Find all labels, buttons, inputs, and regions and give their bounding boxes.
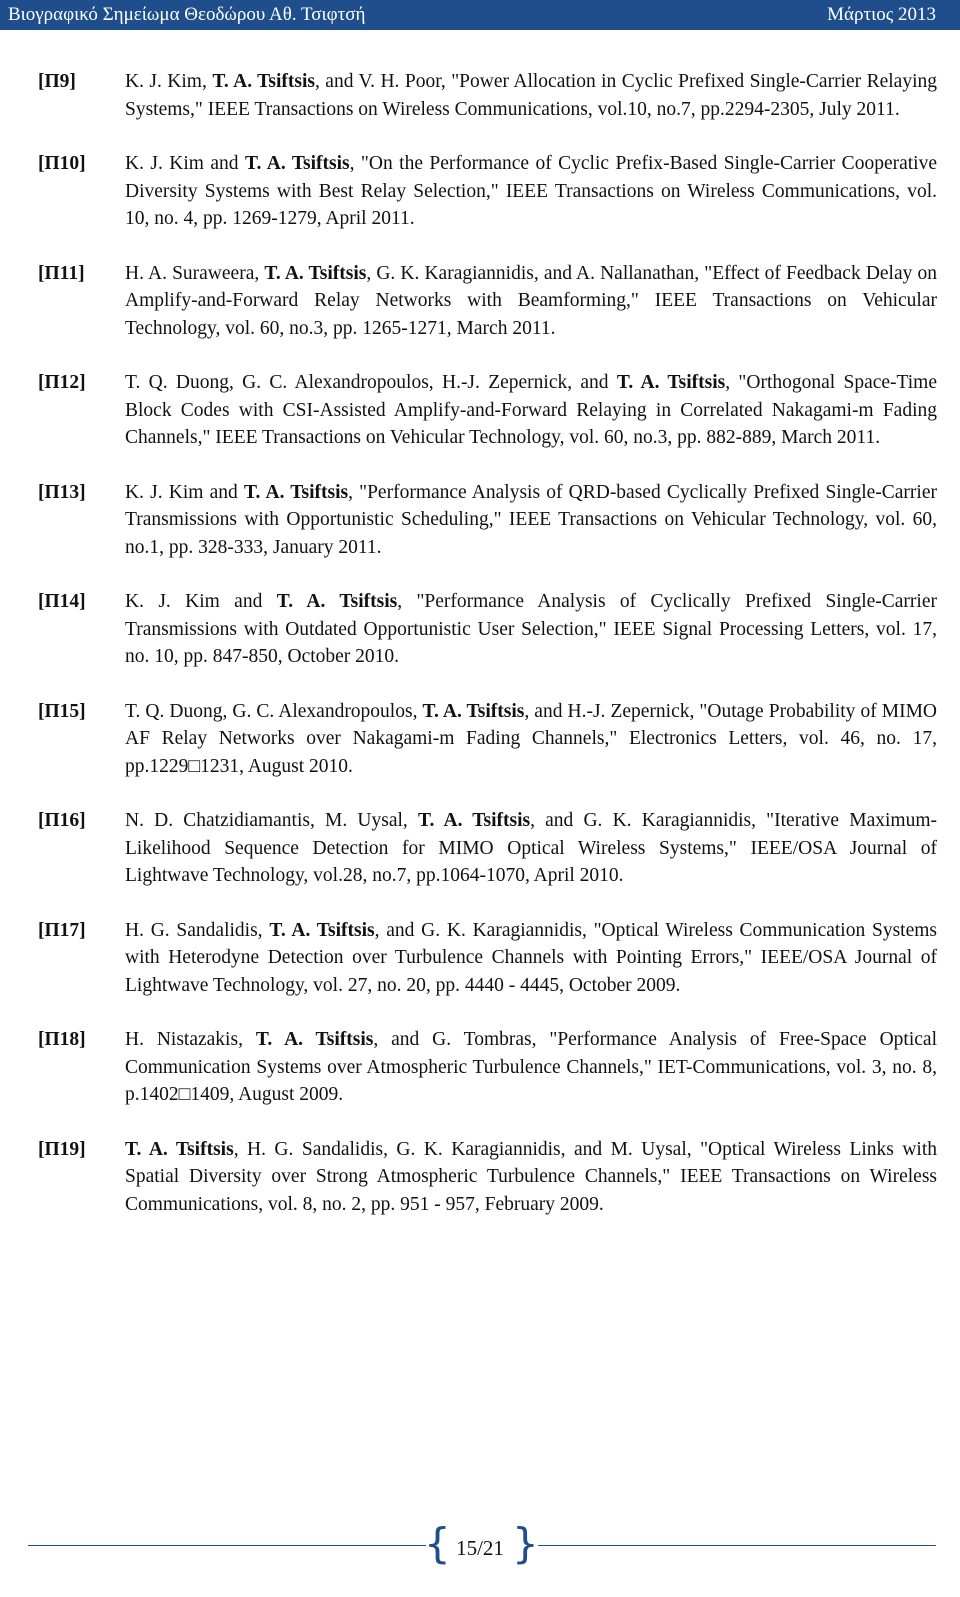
reference-segment: H. G. Sandalidis, xyxy=(125,919,270,941)
author-highlight: T. A. Tsiftsis xyxy=(269,919,375,941)
author-highlight: T. A. Tsiftsis xyxy=(212,71,315,92)
author-highlight: T. A. Tsiftsis xyxy=(243,481,349,503)
author-highlight: T. A. Tsiftsis xyxy=(244,153,350,174)
footer-rule-left xyxy=(28,1545,426,1546)
reference-item xyxy=(0,68,960,123)
reference-text xyxy=(125,1026,937,1109)
reference-segment: H. A. Suraweera, xyxy=(125,262,265,284)
reference-segment: , and H.-J. Zepernick, "Outage Probability of MIMO AF Relay Networks over Nakagami-m Fading Channels," Electronics Letters, vol. 46, no. 17, pp.1229□1231, August 2010. xyxy=(125,700,937,777)
reference-label: [Π14] xyxy=(38,591,86,612)
author-highlight: T. A. Tsiftsis xyxy=(616,372,726,393)
author-highlight: T. A. Tsiftsis xyxy=(276,591,398,612)
reference-segment: K. J. Kim and xyxy=(125,153,245,174)
author-highlight: T. A. Tsiftsis xyxy=(125,1138,234,1160)
reference-text xyxy=(125,807,937,890)
reference-segment: , G. K. Karagiannidis, and A. Nallanathan, "Effect of Feedback Delay on Amplify-and-Forward Relay Networks with Beamforming," IEEE Transactions on Vehicular Technology, vol. 60, no.3, pp. 1265-1271, March 2011. xyxy=(125,262,937,339)
reference-label: [Π12] xyxy=(38,372,86,393)
reference-item xyxy=(0,698,960,781)
footer-rule-right xyxy=(538,1545,936,1546)
reference-text xyxy=(125,588,937,671)
reference-text xyxy=(125,68,937,123)
reference-label: [Π16] xyxy=(38,810,86,831)
reference-segment: T. Q. Duong, G. C. Alexandropoulos, xyxy=(125,700,423,722)
reference-text xyxy=(125,150,937,233)
reference-segment: K. J. Kim, xyxy=(125,71,213,92)
reference-segment: , and V. H. Poor, "Power Allocation in Cyclic Prefixed Single-Carrier Relaying Systems," IEEE Transactions on Wireless Communications, vol.10, no.7, pp.2294-2305, July 2011. xyxy=(125,71,937,120)
page-footer xyxy=(0,1519,960,1573)
reference-segment: K. J. Kim and xyxy=(125,591,277,612)
author-highlight: T. A. Tsiftsis xyxy=(255,1029,374,1050)
author-highlight: T. A. Tsiftsis xyxy=(422,700,525,722)
reference-segment: , and G. K. Karagiannidis, "Optical Wireless Communication Systems with Heterodyne Detection over Turbulence Channels with Pointing Errors," IEEE/OSA Journal of Lightwave Technology, vol. 27, no. 20, pp. 4440 - 4445, October 2009. xyxy=(125,919,937,996)
reference-item xyxy=(0,1026,960,1109)
reference-label: [Π11] xyxy=(38,262,85,284)
reference-segment: K. J. Kim and xyxy=(125,481,244,503)
reference-item xyxy=(0,260,960,343)
reference-label: [Π9] xyxy=(38,71,76,92)
reference-item xyxy=(0,369,960,452)
reference-label: [Π19] xyxy=(38,1138,86,1160)
reference-label: [Π13] xyxy=(38,481,86,503)
reference-text xyxy=(125,369,937,452)
reference-label: [Π18] xyxy=(38,1029,86,1050)
reference-item xyxy=(0,917,960,1000)
right-brace-ornament: } xyxy=(512,1519,539,1568)
reference-item xyxy=(0,588,960,671)
reference-segment: , H. G. Sandalidis, G. K. Karagiannidis, and M. Uysal, "Optical Wireless Links with Spatial Diversity over Strong Atmospheric Turbulence Channels," IEEE Transactions on Wireless Communications, vol. 8, no. 2, pp. 951 - 957, February 2009. xyxy=(125,1138,937,1215)
reference-segment: , and G. Tombras, "Performance Analysis of Free-Space Optical Communication Systems over Atmospheric Turbulence Channels," IET-Communications, vol. 3, no. 8, p.1402□1409, August 2009. xyxy=(125,1029,937,1105)
reference-segment: T. Q. Duong, G. C. Alexandropoulos, H.-J. Zepernick, and xyxy=(125,372,617,393)
reference-label: [Π10] xyxy=(38,153,86,174)
reference-item xyxy=(0,479,960,562)
reference-text xyxy=(125,479,937,562)
page-number: 15/21 xyxy=(456,1536,504,1560)
reference-segment: , and G. K. Karagiannidis, "Iterative Maximum-Likelihood Sequence Detection for MIMO Optical Wireless Systems," IEEE/OSA Journal of Lightwave Technology, vol.28, no.7, pp.1064-1070, April 2010. xyxy=(125,810,937,886)
author-highlight: T. A. Tsiftsis xyxy=(264,262,367,284)
header-title: Βιογραφικό Σημείωμα Θεοδώρου Αθ. Τσιφτσή xyxy=(8,4,366,25)
reference-item xyxy=(0,1136,960,1219)
reference-segment: H. Nistazakis, xyxy=(125,1029,256,1050)
reference-item xyxy=(0,807,960,890)
reference-segment: , "Orthogonal Space-Time Block Codes with CSI-Assisted Amplify-and-Forward Relaying in Correlated Nakagami-m Fading Channels," IEEE Transactions on Vehicular Technology, vol. 60, no.3, pp. 882-889, March 2011. xyxy=(125,372,937,448)
reference-segment: , "On the Performance of Cyclic Prefix-Based Single-Carrier Cooperative Diversity Systems with Best Relay Selection," IEEE Transactions on Wireless Communications, vol. 10, no. 4, pp. 1269-1279, April 2011. xyxy=(125,153,937,229)
reference-segment: N. D. Chatzidiamantis, M. Uysal, xyxy=(125,810,418,831)
left-brace-ornament: { xyxy=(424,1519,451,1568)
reference-text xyxy=(125,698,937,781)
reference-text xyxy=(125,1136,937,1219)
header-date: Μάρτιος 2013 xyxy=(827,4,936,25)
page-header xyxy=(0,0,960,30)
author-highlight: T. A. Tsiftsis xyxy=(417,810,531,831)
reference-segment: , "Performance Analysis of QRD-based Cyclically Prefixed Single-Carrier Transmissions with Opportunistic Scheduling," IEEE Transactions on Vehicular Technology, vol. 60, no.1, pp. 328-333, January 2011. xyxy=(125,481,937,558)
reference-list xyxy=(0,68,960,1245)
reference-item xyxy=(0,150,960,233)
reference-segment: , "Performance Analysis of Cyclically Prefixed Single-Carrier Transmissions with Outdated Opportunistic User Selection," IEEE Signal Processing Letters, vol. 17, no. 10, pp. 847-850, October 2010. xyxy=(125,591,937,667)
reference-text xyxy=(125,260,937,343)
reference-label: [Π15] xyxy=(38,700,86,722)
reference-label: [Π17] xyxy=(38,919,86,941)
reference-text xyxy=(125,917,937,1000)
